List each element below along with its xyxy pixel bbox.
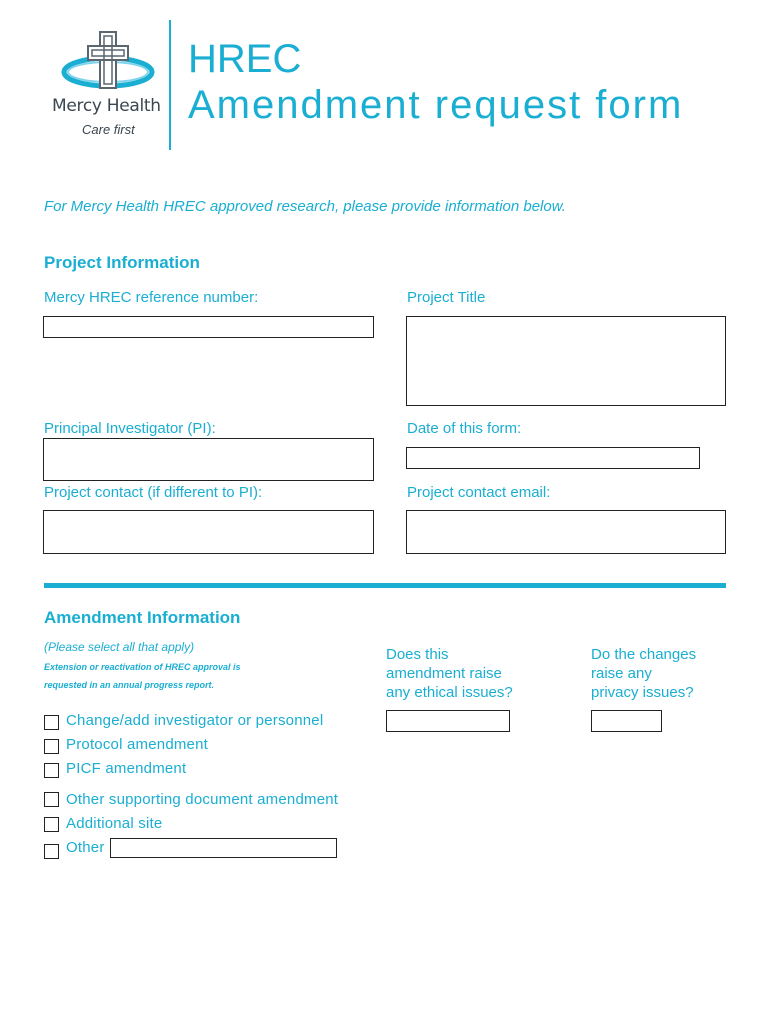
option-other: Other <box>66 839 105 856</box>
mercy-health-logo <box>52 30 164 140</box>
checkbox-change-investigator[interactable] <box>44 715 59 730</box>
select-note: (Please select all that apply) <box>44 640 195 654</box>
pi-field[interactable] <box>43 438 374 481</box>
logo-name: Mercy Health <box>52 96 161 116</box>
extension-note-line-1: Extension or reactivation of HREC approval is <box>44 662 241 672</box>
ethical-issues-field[interactable] <box>386 710 510 732</box>
checkbox-picf-amendment[interactable] <box>44 763 59 778</box>
intro-text: For Mercy Health HREC approved research, please provide information below. <box>44 198 566 215</box>
project-title-field[interactable] <box>406 316 726 406</box>
checkbox-other-supporting-doc[interactable] <box>44 792 59 807</box>
contact-field[interactable] <box>43 510 374 554</box>
privacy-issues-field[interactable] <box>591 710 662 732</box>
contact-email-field[interactable] <box>406 510 726 554</box>
checkbox-protocol-amendment[interactable] <box>44 739 59 754</box>
page-title <box>188 36 683 128</box>
option-change-investigator: Change/add investigator or personnel <box>66 712 324 729</box>
ref-number-field[interactable] <box>43 316 374 338</box>
ethical-q-line-3: any ethical issues? <box>386 684 513 701</box>
date-label: Date of this form: <box>407 420 522 437</box>
privacy-q-line-2: raise any <box>591 665 652 682</box>
cross-emblem-icon <box>52 30 164 100</box>
logo-tagline: Care first <box>82 122 135 137</box>
ethical-q-line-2: amendment raise <box>386 665 502 682</box>
option-other-supporting-doc: Other supporting document amendment <box>66 791 339 808</box>
title-line-2: Amendment request form <box>188 83 684 127</box>
checkbox-additional-site[interactable] <box>44 817 59 832</box>
checkbox-other[interactable] <box>44 844 59 859</box>
ethical-q-line-1: Does this <box>386 646 449 663</box>
contact-email-label: Project contact email: <box>407 484 551 501</box>
ethical-issues-question <box>386 645 513 702</box>
amendment-info-heading: Amendment Information <box>44 608 241 627</box>
section-divider <box>44 583 726 588</box>
date-field[interactable] <box>406 447 700 469</box>
contact-label: Project contact (if different to PI): <box>44 484 263 501</box>
project-title-label: Project Title <box>407 289 486 306</box>
project-info-heading: Project Information <box>44 253 200 272</box>
privacy-q-line-3: privacy issues? <box>591 684 694 701</box>
privacy-issues-question <box>591 645 696 702</box>
extension-note-line-2: requested in an annual progress report. <box>44 680 215 690</box>
option-protocol-amendment: Protocol amendment <box>66 736 209 753</box>
ref-number-label: Mercy HREC reference number: <box>44 289 259 306</box>
option-additional-site: Additional site <box>66 815 163 832</box>
pi-label: Principal Investigator (PI): <box>44 420 216 437</box>
header-divider <box>169 20 171 150</box>
other-specify-field[interactable] <box>110 838 337 858</box>
title-line-1: HREC <box>188 37 302 81</box>
option-picf-amendment: PICF amendment <box>66 760 187 777</box>
privacy-q-line-1: Do the changes <box>591 646 697 663</box>
